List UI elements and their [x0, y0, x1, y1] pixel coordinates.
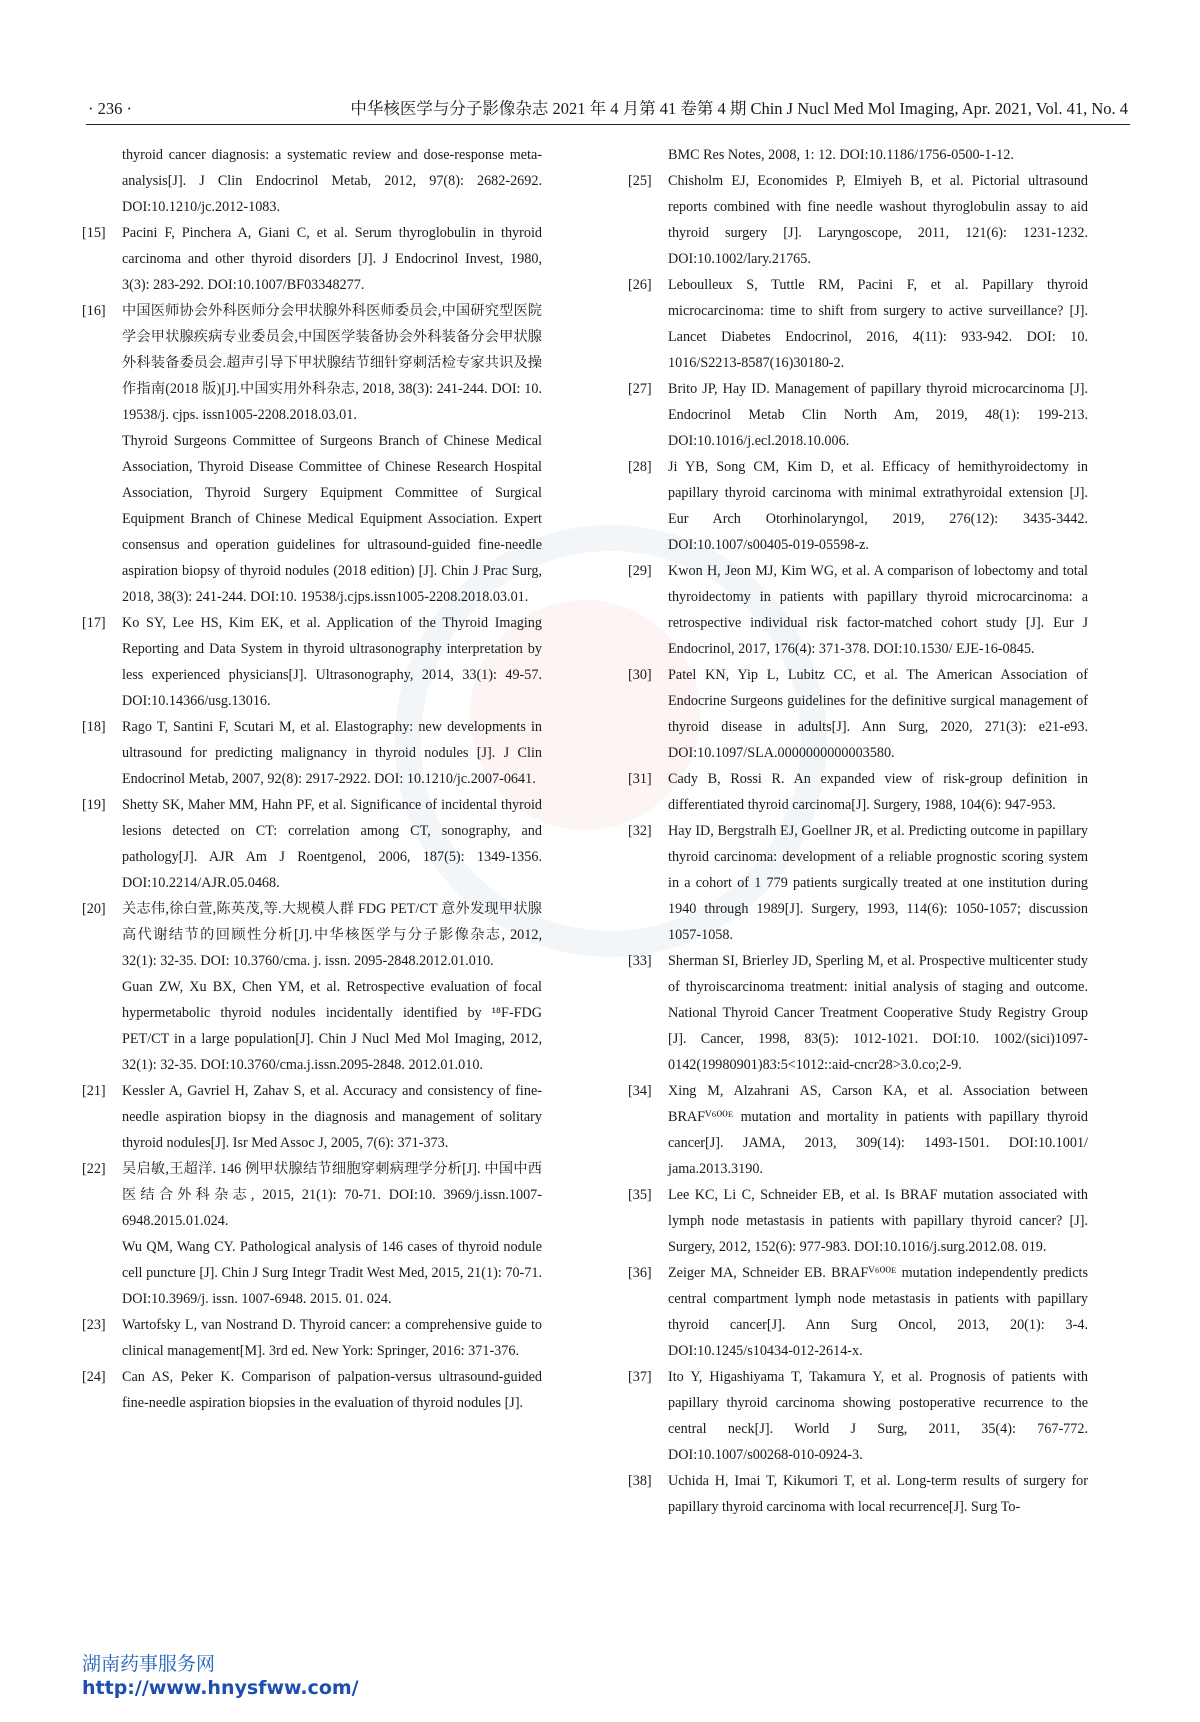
- reference-number: [31]: [628, 771, 652, 787]
- reference-number: [29]: [628, 563, 652, 579]
- reference-text: Leboulleux S, Tuttle RM, Pacini F, et al. Papillary thyroid microcarcinoma: time to shift from surgery to active surveillance? [J]. Lancet Diabetes Endocrinol, 2016, 4(11): 933-942. DOI: 10. 1016/S2213-8587(16)30180-2.: [668, 277, 1088, 371]
- references-left-column: [82, 142, 542, 1416]
- reference-text: Ito Y, Higashiyama T, Takamura Y, et al. Prognosis of patients with papillary thyroid carcinoma showing postoperative recurrence to the central neck[J]. World J Surg, 2011, 35(4): 767-772. DOI:10.1007/s00268-010-0924-3.: [668, 1369, 1088, 1463]
- reference-number: [25]: [628, 173, 652, 189]
- reference-text: 中国医师协会外科医师分会甲状腺外科医师委员会,中国研究型医院学会甲状腺疾病专业委员会,中国医学装备协会外科装备分会甲状腺外科装备委员会.超声引导下甲状腺结节细针穿刺活检专家共识及操作指南(2018 版)[J].中国实用外科杂志, 2018, 38(3): 241-244. DOI: 10. 19538/j. cjps. issn1005-2208.2018.03.01.: [122, 303, 542, 423]
- reference-entry: [628, 662, 1088, 766]
- reference-text: Uchida H, Imai T, Kikumori T, et al. Long-term results of surgery for papillary thyroid carcinoma with local recurrence[J]. Surg To-: [668, 1473, 1088, 1515]
- reference-text: Kwon H, Jeon MJ, Kim WG, et al. A comparison of lobectomy and total thyroidectomy in patients with papillary thyroid microcarcinoma: a retrospective individual risk factor-matched cohort study [J]. Eur J Endocrinol, 2017, 176(4): 371-378. DOI:10.1530/ EJE-16-0845.: [668, 563, 1088, 657]
- reference-number: [18]: [82, 719, 106, 735]
- reference-number: [36]: [628, 1265, 652, 1281]
- reference-number: [19]: [82, 797, 106, 813]
- reference-entry: [82, 896, 542, 1078]
- reference-text: Pacini F, Pinchera A, Giani C, et al. Serum thyroglobulin in thyroid carcinoma and other thyroid disorders [J]. J Endocrinol Invest, 1980, 3(3): 283-292. DOI:10.1007/BF03348277.: [122, 225, 542, 293]
- reference-entry: [628, 454, 1088, 558]
- reference-entry: [628, 818, 1088, 948]
- reference-number: [20]: [82, 901, 106, 917]
- reference-number: [21]: [82, 1083, 106, 1099]
- reference-number: [33]: [628, 953, 652, 969]
- reference-text: 关志伟,徐白萱,陈英茂,等.大规模人群 FDG PET/CT 意外发现甲状腺高代谢结节的回顾性分析[J].中华核医学与分子影像杂志, 2012, 32(1): 32-35. DOI: 10.3760/cma. j. issn. 2095-2848.2012.01.010.: [122, 901, 542, 969]
- reference-number: [37]: [628, 1369, 652, 1385]
- journal-citation: 中华核医学与分子影像杂志 2021 年 4 月第 41 卷第 4 期 Chin J Nucl Med Mol Imaging, Apr. 2021, Vol. 41, No. 4: [350, 99, 1128, 118]
- reference-text: Shetty SK, Maher MM, Hahn PF, et al. Significance of incidental thyroid lesions detected on CT: correlation among CT, sonography, and pathology[J]. AJR Am J Roentgenol, 2006, 187(5): 1349-1356. DOI:10.2214/AJR.05.0468.: [122, 797, 542, 891]
- reference-number: [17]: [82, 615, 106, 631]
- reference-entry: [82, 1156, 542, 1312]
- site-name: 湖南药事服务网: [82, 1653, 216, 1675]
- running-header: [88, 96, 1128, 122]
- reference-entry: [628, 558, 1088, 662]
- reference-number: [16]: [82, 303, 106, 319]
- site-footer: [82, 1652, 502, 1700]
- reference-text: Ko SY, Lee HS, Kim EK, et al. Application of the Thyroid Imaging Reporting and Data System in thyroid ultrasonography interpretation by less experienced physicians[J]. Ultrasonography, 2014, 33(1): 49-57. DOI:10.14366/usg.13016.: [122, 615, 542, 709]
- references-right-column: [628, 142, 1088, 1520]
- reference-text: Cady B, Rossi R. An expanded view of risk-group definition in differentiated thyroid carcinoma[J]. Surgery, 1988, 104(6): 947-953.: [668, 771, 1088, 813]
- reference-entry: [82, 1364, 542, 1416]
- reference-translation: Wu QM, Wang CY. Pathological analysis of 146 cases of thyroid nodule cell puncture [J]. Chin J Surg Integr Tradit West Med, 2015, 21(1): 70-71. DOI:10.3969/j. issn. 1007-6948. 2015. 01. 024.: [122, 1239, 542, 1307]
- reference-number: [24]: [82, 1369, 106, 1385]
- reference-entry: [628, 376, 1088, 454]
- reference-text: Chisholm EJ, Economides P, Elmiyeh B, et al. Pictorial ultrasound reports combined with fine needle washout thyroglobulin assay to aid thyroid surgery [J]. Laryngoscope, 2011, 121(6): 1231-1232. DOI:10.1002/lary.21765.: [668, 173, 1088, 267]
- reference-entry: [628, 1078, 1088, 1182]
- reference-entry: [628, 948, 1088, 1078]
- reference-entry: [82, 142, 542, 220]
- reference-entry: [628, 1260, 1088, 1364]
- reference-entry: [82, 1312, 542, 1364]
- reference-text: Xing M, Alzahrani AS, Carson KA, et al. Association between BRAFⱽ⁶⁰⁰ᴱ mutation and mortality in patients with papillary thyroid cancer[J]. JAMA, 2013, 309(14): 1493-1501. DOI:10.1001/ jama.2013.3190.: [668, 1083, 1088, 1177]
- reference-entry: [628, 1364, 1088, 1468]
- reference-number: [30]: [628, 667, 652, 683]
- reference-entry: [628, 1468, 1088, 1520]
- reference-entry: [82, 792, 542, 896]
- reference-number: [28]: [628, 459, 652, 475]
- reference-text: Zeiger MA, Schneider EB. BRAFⱽ⁶⁰⁰ᴱ mutation independently predicts central compartment lymph node metastasis in patients with papillary thyroid cancer[J]. Ann Surg Oncol, 2013, 20(1): 3-4. DOI:10.1245/s10434-012-2614-x.: [668, 1265, 1088, 1359]
- reference-entry: [628, 272, 1088, 376]
- reference-entry: [82, 1078, 542, 1156]
- reference-text: thyroid cancer diagnosis: a systematic review and dose-response meta-analysis[J]. J Clin Endocrinol Metab, 2012, 97(8): 2682-2692. DOI:10.1210/jc.2012-1083.: [122, 147, 542, 215]
- reference-entry: [628, 142, 1088, 168]
- reference-number: [26]: [628, 277, 652, 293]
- reference-number: [27]: [628, 381, 652, 397]
- reference-translation: Guan ZW, Xu BX, Chen YM, et al. Retrospective evaluation of focal hypermetabolic thyroid nodules incidentally identified by ¹⁸F-FDG PET/CT in a large population[J]. Chin J Nucl Med Mol Imaging, 2012, 32(1): 32-35. DOI:10.3760/cma.j.issn.2095-2848. 2012.01.010.: [122, 979, 542, 1073]
- reference-number: [34]: [628, 1083, 652, 1099]
- reference-text: Kessler A, Gavriel H, Zahav S, et al. Accuracy and consistency of fine-needle aspiration biopsy in the diagnosis and management of solitary thyroid nodules[J]. Isr Med Assoc J, 2005, 7(6): 371-373.: [122, 1083, 542, 1151]
- reference-number: [38]: [628, 1473, 652, 1489]
- reference-text: Can AS, Peker K. Comparison of palpation-versus ultrasound-guided fine-needle aspiration biopsies in the evaluation of thyroid nodules [J].: [122, 1369, 542, 1411]
- reference-entry: [82, 220, 542, 298]
- reference-number: [23]: [82, 1317, 106, 1333]
- reference-number: [32]: [628, 823, 652, 839]
- reference-number: [22]: [82, 1161, 106, 1177]
- reference-text: Lee KC, Li C, Schneider EB, et al. Is BRAF mutation associated with lymph node metastasis in patients with papillary thyroid cancer? [J]. Surgery, 2012, 152(6): 977-983. DOI:10.1016/j.surg.2012.08. 019.: [668, 1187, 1088, 1255]
- reference-text: Sherman SI, Brierley JD, Sperling M, et al. Prospective multicenter study of thyroiscarcinoma treatment: initial analysis of staging and outcome. National Thyroid Cancer Treatment Cooperative Study Registry Group [J]. Cancer, 1998, 83(5): 1012-1021. DOI:10. 1002/(sici)1097-0142(19980901)83:5<1012::aid-cncr28>3.0.co;2-9.: [668, 953, 1088, 1073]
- reference-text: Hay ID, Bergstralh EJ, Goellner JR, et al. Predicting outcome in papillary thyroid carcinoma: development of a reliable prognostic scoring system in a cohort of 1 779 patients surgically treated at one institution during 1940 through 1989[J]. Surgery, 1993, 114(6): 1050-1057; discussion 1057-1058.: [668, 823, 1088, 943]
- reference-entry: [82, 298, 542, 610]
- site-url-link[interactable]: http://www.hnysfww.com/: [82, 1677, 359, 1699]
- reference-entry: [628, 168, 1088, 272]
- page-number: · 236 ·: [88, 99, 132, 118]
- reference-text: Rago T, Santini F, Scutari M, et al. Elastography: new developments in ultrasound for predicting malignancy in thyroid nodules [J]. J Clin Endocrinol Metab, 2007, 92(8): 2917-2922. DOI: 10.1210/jc.2007-0641.: [122, 719, 542, 787]
- reference-text: 吴启敏,王超洋. 146 例甲状腺结节细胞穿刺病理学分析[J]. 中国中西医结合外科杂志, 2015, 21(1): 70-71. DOI:10. 3969/j.issn.1007-6948.2015.01.024.: [122, 1161, 542, 1229]
- reference-text: Patel KN, Yip L, Lubitz CC, et al. The American Association of Endocrine Surgeons guidelines for the definitive surgical management of thyroid disease in adults[J]. Ann Surg, 2020, 271(3): e21-e93. DOI:10.1097/SLA.0000000000003580.: [668, 667, 1088, 761]
- reference-entry: [82, 610, 542, 714]
- reference-text: BMC Res Notes, 2008, 1: 12. DOI:10.1186/1756-0500-1-12.: [668, 147, 1014, 163]
- header-rule: [86, 124, 1130, 125]
- reference-entry: [628, 1182, 1088, 1260]
- reference-translation: Thyroid Surgeons Committee of Surgeons Branch of Chinese Medical Association, Thyroid Disease Committee of Chinese Research Hospital Association, Thyroid Surgery Equipment Committee of Surgical Equipment Branch of Chinese Medical Equipment Association. Expert consensus and operation guidelines for ultrasound-guided fine-needle aspiration biopsy of thyroid nodules (2018 edition) [J]. Chin J Prac Surg, 2018, 38(3): 241-244. DOI:10. 19538/j.cjps.issn1005-2208.2018.03.01.: [122, 433, 542, 605]
- reference-entry: [82, 714, 542, 792]
- reference-text: Ji YB, Song CM, Kim D, et al. Efficacy of hemithyroidectomy in papillary thyroid carcinoma with minimal extrathyroidal extension [J]. Eur Arch Otorhinolaryngol, 2019, 276(12): 3435-3442. DOI:10.1007/s00405-019-05598-z.: [668, 459, 1088, 553]
- reference-text: Brito JP, Hay ID. Management of papillary thyroid microcarcinoma [J]. Endocrinol Metab Clin North Am, 2019, 48(1): 199-213. DOI:10.1016/j.ecl.2018.10.006.: [668, 381, 1088, 449]
- reference-number: [35]: [628, 1187, 652, 1203]
- reference-number: [15]: [82, 225, 106, 241]
- reference-text: Wartofsky L, van Nostrand D. Thyroid cancer: a comprehensive guide to clinical management[M]. 3rd ed. New York: Springer, 2016: 371-376.: [122, 1317, 542, 1359]
- reference-entry: [628, 766, 1088, 818]
